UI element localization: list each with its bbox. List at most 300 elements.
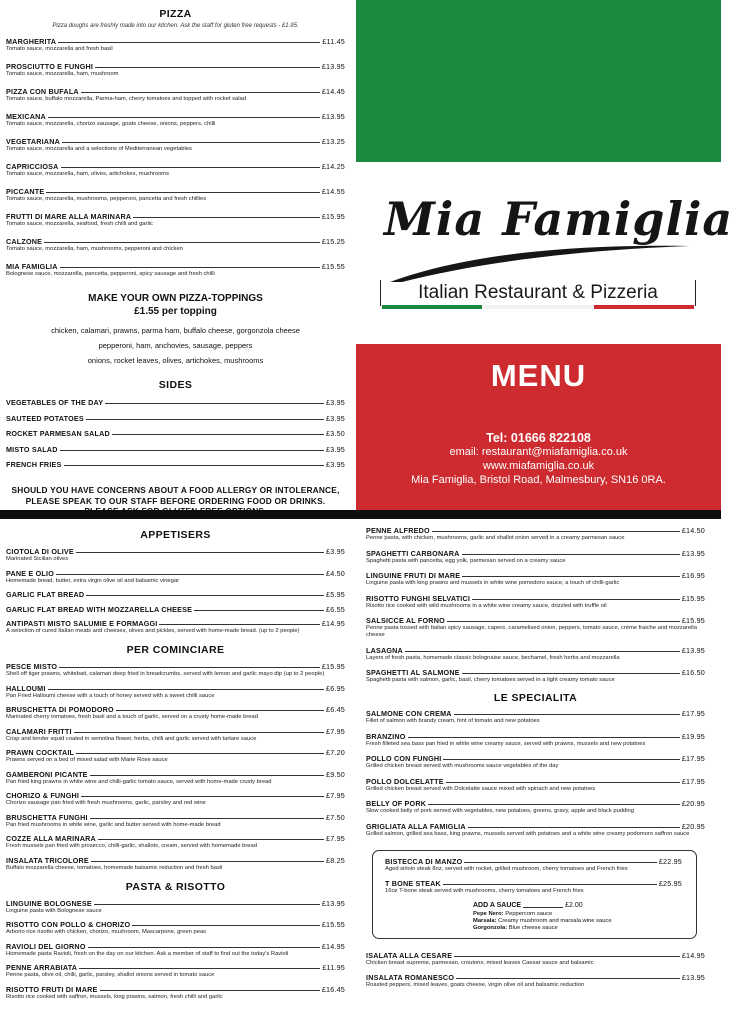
menu-item-price: £22.95 (658, 856, 682, 866)
menu-item-name: GARLIC FLAT BREAD (6, 590, 85, 599)
menu-item (6, 590, 345, 599)
menu-item-leader (76, 753, 324, 754)
menu-item-leader (454, 956, 680, 957)
menu-item-price: £13.95 (321, 62, 345, 71)
menu-item-row (6, 834, 345, 843)
menu-item-leader (194, 610, 324, 611)
menu-item-price: £16.95 (681, 571, 705, 580)
menu-item-row (6, 605, 345, 614)
sides-title: SIDES (158, 379, 193, 391)
menu-item-name: BRUSCHETTA DI POMODORO (6, 705, 114, 714)
appetisers-list (6, 547, 345, 635)
menu-item-price: £15.55 (321, 920, 345, 929)
pizza-list (6, 37, 345, 278)
menu-item-row (6, 429, 345, 438)
menu-item-price: £11.45 (322, 37, 345, 46)
menu-item (385, 857, 682, 873)
menu-item-desc: Tomato sauce, mozzarella and a selections of Mediterranean vegetables (6, 146, 192, 152)
menu-item-desc: Marinated Sicilian olives (6, 556, 69, 562)
menu-item-name: PIZZA CON BUFALA (6, 87, 79, 96)
menu-item-desc: Grilled salmon, grilled sea bass, king prawns, mussels served with potatoes and a white wine creamy podomoro saffron sauce (366, 830, 690, 837)
menu-item-desc: Risotto rice cooked with wild mushrooms in a white wine creamy sauce, drizzled with truffle oil (366, 602, 607, 609)
menu-item-leader (90, 775, 324, 776)
menu-item (366, 526, 705, 542)
menu-item-leader (105, 403, 324, 404)
menu-item-price: £17.95 (681, 709, 705, 718)
menu-item-leader (428, 804, 680, 805)
menu-item-name: POLLO DOLCELATTE (366, 776, 444, 786)
menu-item-desc: Tomato sauce, mozzarella, mushrooms, pepperoni, pancetta and fresh chillies (6, 196, 207, 202)
menu-item-name: HALLOUMI (6, 683, 46, 693)
menu-item-leader (100, 990, 320, 991)
menu-item-desc: Bolognese sauce, mozzarella, pancetta, pepperoni, spicy sausage and fresh chilli (6, 271, 215, 277)
menu-item (6, 187, 345, 203)
sauce-label: ADD A SAUCE (473, 901, 522, 909)
menu-item-leader (468, 827, 680, 828)
menu-item-name: RISOTTO FUNGHI SELVATICI (366, 593, 471, 603)
menu-item-price: £7.95 (326, 791, 345, 800)
menu-item-price: £15.25 (321, 237, 345, 246)
menu-item-desc: Penne pasta, with chicken, mushrooms, garlic and shallot onion served in a creamy parmesan sauce (366, 535, 625, 541)
toppings-lines (6, 323, 345, 368)
menu-item (366, 646, 705, 662)
menu-item-price: £6.45 (326, 705, 345, 714)
appetisers-title: APPETISERS (140, 529, 211, 541)
menu-item-leader (44, 242, 320, 243)
menu-item-row (6, 187, 345, 196)
menu-item (366, 594, 705, 610)
contact-email[interactable]: email: restaurant@miafamiglia.co.uk (449, 446, 628, 458)
menu-item-name: SPAGHETTI AL SALMONE (366, 668, 460, 677)
menu-item-leader (446, 782, 680, 783)
menu-item-row (6, 791, 345, 800)
menu-item (366, 571, 705, 587)
menu-item (366, 754, 705, 770)
menu-item-row (6, 590, 345, 599)
menu-item-row (366, 754, 705, 763)
menu-item-row (366, 616, 705, 625)
menu-item (6, 62, 345, 78)
menu-item-leader (76, 552, 324, 553)
menu-item-name: SALSICCE AL FORNO (366, 616, 445, 625)
menu-item (385, 879, 682, 895)
menu-item-leader (64, 465, 324, 466)
menu-item-leader (447, 621, 680, 622)
menu-item-desc: Tomato sauce, mozzarella, chorizo sausage, goats cheese, onions, peppers, chilli (6, 121, 216, 127)
menu-item-name: GRIGLIATA ALLA FAMIGLIA (366, 821, 466, 831)
menu-item-name: PENNE ALFREDO (366, 526, 430, 535)
menu-item-leader (112, 434, 324, 435)
menu-item-desc: Penne pasta, olive oil, chilli, garlic, parsley, shallot onions served in tomato sauce (6, 972, 215, 978)
per-cominciare-list (6, 662, 345, 872)
flag-green-band (356, 0, 721, 162)
menu-item-row (6, 662, 345, 671)
menu-item (6, 414, 345, 423)
menu-item-leader (46, 192, 319, 193)
menu-item-leader (86, 419, 324, 420)
menu-item (6, 605, 345, 614)
menu-item-leader (464, 862, 656, 863)
menu-item-desc: Shell off tiger prawns, whitebait, calamari deep fried in breadcrumbs, served with lemon and garlic mayo dip (up to 2 people) (6, 671, 325, 677)
menu-item-name: VEGETABLES OF THE DAY (6, 398, 104, 407)
menu-item-row (366, 709, 705, 718)
menu-item-price: £16.45 (321, 984, 345, 994)
menu-item-row (385, 857, 682, 866)
menu-item-row (366, 973, 705, 982)
menu-item-price: £9.50 (326, 769, 345, 779)
menu-item-name: CHORIZO & FUNGHI (6, 791, 80, 800)
sauce-leader (523, 901, 563, 908)
menu-item-leader (454, 714, 680, 715)
menu-item-row (366, 799, 705, 808)
pizza-panel (6, 8, 345, 508)
menu-item-desc: Homemade bread, butter, extra virgin olive oil and balsamic vinegar (6, 577, 180, 584)
menu-item (6, 985, 345, 1001)
toppings-price: £1.55 per topping (134, 306, 217, 317)
menu-item-leader (95, 67, 320, 68)
menu-item-leader (48, 689, 324, 690)
menu-item-price: £14.55 (321, 187, 345, 196)
menu-item-desc: Tomato sauce, mozzarella, ham, olives, artichokes, mushrooms (6, 171, 170, 177)
logo-swoosh (380, 236, 700, 284)
menu-item (366, 668, 705, 684)
menu-item-name: BRUSCHETTA FUNGHI (6, 812, 88, 822)
menu-item-row (6, 963, 345, 972)
sauce-option-desc: Blue cheese sauce (508, 924, 558, 931)
menu-item-name: ANTIPASTI MISTO SALUMIE E FORMAGGI (6, 619, 158, 628)
menu-item-row (6, 37, 345, 46)
menu-item-desc: 16oz T-bone steak served with mushrooms, cherry tomatoes and French fries (385, 887, 584, 894)
menu-item-desc: Arborio rice risotto with chicken, chorizo, mushroom, Mascarpone, green peas (6, 929, 207, 935)
menu-item-name: RISOTTO FRUTI DI MARE (6, 984, 98, 994)
contact-address: Mia Famiglia, Bristol Road, Malmesbury, SN16 0RA. (411, 474, 666, 486)
logo-stripe-green (382, 305, 482, 309)
sauce-options (385, 911, 682, 932)
menu-item (6, 942, 345, 958)
menu-item-row (6, 813, 345, 822)
menu-item-price: £15.95 (321, 662, 345, 671)
menu-item-row (6, 569, 345, 578)
menu-item-desc: Fresh filleted sea bass pan fried in white wine creamy sauce, served with prawns, mussels and new potatoes (366, 740, 646, 747)
menu-item-desc: Linguine pasta with Bolognese sauce (6, 907, 102, 914)
menu-item-desc: Spaghetti pasta with salmon, garlic, basil, cherry tomatoes served in a light creamy tomato sauce (366, 677, 615, 683)
menu-item-name: POLLO CON FUNGHI (366, 754, 442, 763)
menu-item-row (6, 619, 345, 628)
menu-item-desc: Linguine pasta with king prawns and mussels in white wine pomodoro sauce, a touch of chilli-garlic (366, 580, 620, 586)
menu-item (6, 813, 345, 829)
menu-item-price: £13.25 (321, 137, 345, 146)
menu-item-desc: Pan fried mushrooms in white wine, garlic and butter served with home-made bread (6, 821, 221, 828)
specialita-title: LE SPECIALITA (493, 692, 578, 704)
menu-item-price: £7.95 (326, 834, 345, 843)
menu-item (6, 162, 345, 178)
menu-item-leader (61, 167, 320, 168)
menu-item-name: MARGHERITA (6, 37, 57, 46)
menu-item-leader (116, 710, 324, 711)
menu-item-name: MIA FAMIGLIA (6, 262, 58, 271)
menu-item-desc: Crisp and tender squid coated in semolina flower, herbs, chilli and garlic served with tartare sauce (6, 735, 257, 742)
menu-item-name: ISALATA ALLA CESARE (366, 950, 453, 960)
allergy-line: SHOULD YOU HAVE CONCERNS ABOUT A FOOD ALLERGY OR INTOLERANCE, (11, 485, 340, 495)
menu-item-name: MEXICANA (6, 112, 46, 121)
menu-item-desc: Layers of fresh pasta, homemade classic bolognaise sauce, bechamel, fresh herbs and mozzarella (366, 654, 620, 661)
menu-item-price: £3.50 (326, 429, 345, 438)
per-cominciare-title: PER COMINCIARE (126, 644, 225, 656)
menu-item-leader (462, 673, 680, 674)
menu-item (6, 112, 345, 128)
menu-item (6, 770, 345, 786)
page-divider (0, 510, 721, 519)
menu-item (6, 791, 345, 807)
menu-item-row (6, 770, 345, 779)
sauce-option (385, 911, 682, 918)
menu-item-name: GAMBERONI PICANTE (6, 769, 88, 779)
menu-item-desc: Tomato sauce, buffalo mozzarella, Parma-ham, cherry tomatoes and topped with rocket salad (6, 96, 246, 102)
logo-stripe-white (482, 305, 594, 309)
menu-item-leader (56, 574, 324, 575)
steaks-box (372, 850, 697, 939)
menu-item-desc: Chorizo sausage pan fried with fresh mushrooms, garlic, parsley and red wine (6, 800, 206, 806)
menu-item-name: CIOTOLA DI OLIVE (6, 547, 74, 556)
menu-item-price: £6.55 (326, 604, 345, 614)
logo-stripe-red (594, 305, 694, 309)
menu-item-desc: Fresh mussels pan fried with prosecco, chilli-garlic, shallots, cream, served with homemade bread (6, 843, 257, 849)
menu-item (6, 460, 345, 469)
menu-item-row (366, 646, 705, 655)
starters-panel (6, 529, 345, 1023)
menu-item (6, 137, 345, 153)
menu-item-name: LINGUINE BOLOGNESE (6, 898, 92, 908)
menu-item (366, 951, 705, 967)
menu-item-price: £7.95 (326, 726, 345, 736)
menu-item-leader (462, 576, 680, 577)
menu-item-desc: Aged sirloin steak 8oz, served with rocket, grilled mushroom, cherry tomatoes and French fries (385, 865, 628, 872)
menu-item-price: £15.95 (321, 212, 345, 221)
menu-item-leader (405, 651, 680, 652)
menu-item (6, 262, 345, 278)
menu-item-leader (456, 978, 680, 979)
menu-item-row (6, 398, 345, 407)
menu-item-row (6, 920, 345, 929)
menu-item-row (6, 899, 345, 908)
menu-item (366, 709, 705, 725)
menu-item-leader (86, 595, 324, 596)
menu-item-name: SAUTEED POTATOES (6, 413, 84, 423)
menu-item-desc: Marinated cherry tomatoes, fresh basil and a touch of garlic, served on a crusty home-made bread (6, 714, 258, 720)
menu-item-price: £20.95 (681, 821, 705, 831)
menu-item-row (6, 985, 345, 994)
menu-item-name: ROCKET PARMESAN SALAD (6, 429, 110, 438)
menu-item-desc: Roasted peppers, mixed leaves, goats cheese, virgin olive oil and balsamic reduction (366, 982, 585, 988)
menu-item (366, 549, 705, 565)
menu-item-desc: Chicken breast supreme, parmesan, croutons, mixed leaves Caesar sauce and balsamic (366, 959, 594, 966)
menu-item-name: GARLIC FLAT BREAD WITH MOZZARELLA CHEESE (6, 604, 193, 614)
toppings-line: chicken, calamari, prawns, parma ham, buffalo cheese, gorgonzola cheese (51, 326, 300, 335)
menu-item-name: BRANZINO (366, 731, 406, 741)
menu-item (6, 569, 345, 585)
sauce-option-name: Gorgonzola: (473, 924, 508, 931)
menu-item-price: £14.95 (321, 619, 345, 628)
menu-item (6, 547, 345, 563)
menu-item-row (6, 460, 345, 469)
contact-website[interactable]: www.miafamiglia.co.uk (482, 460, 595, 472)
menu-item-price: £3.95 (326, 444, 345, 454)
menu-item-leader (81, 796, 324, 797)
menu-item-price: £14.95 (321, 941, 345, 951)
menu-item (6, 445, 345, 454)
menu-item-name: BISTECCA DI MANZO (385, 856, 463, 866)
menu-item-desc: Grilled chicken breast served with mushrooms sauce vegetables of the day (366, 763, 559, 769)
menu-item-name: SPAGHETTI CARBONARA (366, 548, 460, 558)
menu-item-price: £3.95 (326, 413, 345, 423)
menu-item-desc: Fillet of salmon with brandy cream, hint of tomato and new potatoes (366, 718, 540, 724)
menu-item (366, 616, 705, 639)
menu-item-price: £25.95 (658, 878, 682, 888)
menu-item-price: £3.95 (326, 398, 345, 407)
menu-item-desc: Buffalo mozzarella cheese, tomatoes, homemade balsamic reduction and fresh basil (6, 864, 223, 871)
toppings-line: pepperoni, ham, anchovies, sausage, peppers (98, 341, 253, 350)
menu-item-price: £3.95 (326, 460, 345, 469)
menu-item-leader (432, 531, 680, 532)
menu-item-leader (90, 818, 324, 819)
menu-item (366, 777, 705, 793)
menu-item-name: CALZONE (6, 237, 43, 246)
menu-item-desc: A selection of cured Italian meats and cheeses, olives and pickles, served with home-made bread. (up to 2 people) (6, 628, 300, 634)
toppings-section (6, 292, 345, 368)
menu-item-desc: Spaghetti pasta with pancetta, egg yolk, parmesan served on a creamy sauce (366, 557, 566, 564)
menu-item-row (6, 856, 345, 865)
steaks-list (385, 857, 682, 895)
menu-item (6, 963, 345, 979)
pasta-continued-list (366, 526, 705, 684)
menu-item-price: £4.50 (326, 568, 345, 578)
menu-item (366, 822, 705, 838)
menu-item-price: £20.95 (681, 799, 705, 808)
menu-item-row (6, 262, 345, 271)
menu-item (6, 684, 345, 700)
menu-item (6, 37, 345, 53)
menu-item-desc: Pan fried king prawns in white wine and chilli-garlic tomato sauce, served with home-made crusty bread (6, 778, 272, 785)
salads-list (366, 951, 705, 990)
menu-item-name: CAPRICCIOSA (6, 162, 59, 171)
menu-item-price: £17.95 (681, 776, 705, 786)
menu-item-price: £7.20 (326, 748, 345, 757)
menu-item-leader (408, 737, 680, 738)
menu-item-price: £15.55 (321, 262, 345, 271)
menu-item-leader (91, 861, 324, 862)
menu-item-leader (462, 554, 680, 555)
menu-item (366, 973, 705, 989)
sauce-option-desc: Peppercorn sauce (505, 910, 553, 917)
menu-item-row (6, 162, 345, 171)
menu-item-row (366, 594, 705, 603)
menu-item-row (6, 414, 345, 423)
menu-item-row (6, 112, 345, 121)
menu-item-name: PESCE MISTO (6, 662, 58, 671)
menu-item-leader (132, 925, 320, 926)
menu-item-desc: Tomato sauce, mozzarella, seafood, fresh chilli and garlic (6, 221, 153, 227)
menu-item-price: £13.95 (681, 548, 705, 558)
menu-item-row (366, 822, 705, 831)
menu-item-name: INSALATA TRICOLORE (6, 855, 89, 865)
menu-item-leader (94, 904, 320, 905)
menu-item-price: £5.95 (326, 590, 345, 599)
sides-list (6, 398, 345, 469)
menu-item-price: £13.95 (321, 898, 345, 908)
menu-item-price: £7.50 (326, 812, 345, 822)
menu-item-leader (79, 968, 320, 969)
menu-item-row (366, 549, 705, 558)
menu-item-desc: Homemade pasta Ravioli, fresh on the day on our kitchen. Ask a member of staff to find out the today's Ravioli (6, 950, 289, 957)
menu-item-row (6, 212, 345, 221)
menu-item (6, 662, 345, 678)
menu-item (6, 237, 345, 253)
menu-item-price: £14.95 (681, 950, 705, 960)
sauce-option-desc: Creamy mushroom and marsala wine sauce (498, 917, 612, 924)
menu-item-leader (60, 450, 324, 451)
menu-item-desc: Tomato sauce, mozzarella and fresh basil (6, 46, 113, 52)
menu-item-row (6, 748, 345, 757)
toppings-title: MAKE YOUR OWN PIZZA-TOPPINGS (88, 293, 263, 304)
pasta-list (6, 899, 345, 1001)
menu-item-name: CALAMARI FRITTI (6, 726, 72, 736)
menu-item-row (6, 62, 345, 71)
sauce-option (385, 925, 682, 932)
menu-item-leader (62, 142, 320, 143)
menu-item (366, 732, 705, 748)
menu-item-row (6, 137, 345, 146)
menu-title: MENU (490, 358, 587, 393)
menu-item-leader (88, 947, 320, 948)
menu-item (6, 727, 345, 743)
menu-item-price: £13.95 (321, 112, 345, 121)
menu-item-name: PENNE ARRABIATA (6, 963, 78, 972)
logo-script: Mia Famiglia (384, 192, 733, 246)
menu-item-row (366, 951, 705, 960)
menu-item-price: £15.95 (681, 593, 705, 603)
menu-item-price: £14.45 (321, 87, 345, 96)
menu-item-price: £13.95 (681, 973, 705, 982)
menu-item-name: BELLY OF PORK (366, 799, 427, 808)
sauce-header (385, 902, 682, 909)
menu-item-leader (74, 732, 324, 733)
menu-item (6, 834, 345, 850)
menu-item (6, 705, 345, 721)
menu-item-name: LASAGNA (366, 645, 403, 655)
menu-item-name: INSALATA ROMANESCO (366, 973, 455, 982)
menu-item (6, 920, 345, 936)
menu-item-row (6, 445, 345, 454)
menu-item-row (6, 727, 345, 736)
menu-item-name: LINGUINE FRUTI DI MARE (366, 571, 461, 580)
menu-item-name: COZZE ALLA MARINARA (6, 834, 96, 843)
menu-item-desc: Risotto rice cooked with saffron, mussels, king prawns, salmon, fresh chilli and garlic (6, 993, 223, 1000)
pasta-title: PASTA & RISOTTO (125, 880, 226, 893)
menu-item-name: FRENCH FRIES (6, 460, 62, 469)
menu-item-price: £19.95 (681, 731, 705, 741)
logo-subtitle: Italian Restaurant & Pizzeria (380, 280, 696, 306)
menu-item (366, 799, 705, 815)
menu-item-price: £14.50 (681, 526, 705, 535)
menu-item (6, 619, 345, 635)
menu-item-row (366, 777, 705, 786)
toppings-line: onions, rocket leaves, olives, artichokes, mushrooms (87, 356, 264, 365)
sauce-option-name: Pepe Nero: (473, 910, 504, 917)
menu-item-desc: Tomato sauce, mozzarella, ham, mushrooms, pepperoni and chicken (6, 246, 183, 252)
menu-item-desc: Penne pasta tossed with Italian spicy sausage, capers, caramelised onion, peppers, tomato sauce, crème fraiche and mozzarella cheese (366, 625, 697, 638)
menu-item-name: RISOTTO CON POLLO & CHORIZO (6, 920, 131, 929)
menu-item-leader (59, 667, 320, 668)
